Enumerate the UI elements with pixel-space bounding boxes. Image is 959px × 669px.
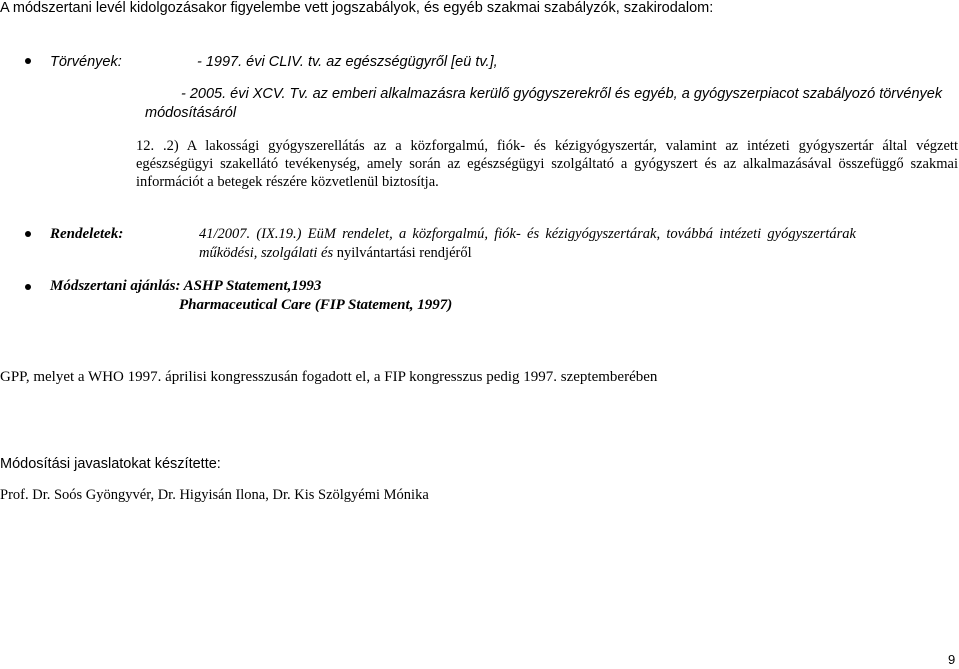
section-12-line3: információt a betegek részére közvetlenül biztosítja. bbox=[136, 174, 439, 190]
regulations-label: Rendeletek: bbox=[50, 226, 124, 242]
regulation-line1: 41/2007. (IX.19.) EüM rendelet, a közforgalmú, fiók- és kézigyógyszertárak, továbbá intézeti gyógyszertárak bbox=[199, 226, 856, 242]
bullet-laws bbox=[25, 58, 31, 64]
regulation-line2 bbox=[199, 244, 472, 262]
bullet-regulations bbox=[25, 231, 31, 237]
regulation-line2-italic: működési, szolgálati és bbox=[199, 245, 334, 261]
law-item-2005-line1: - 2005. évi XCV. Tv. az emberi alkalmazásra kerülő gyógyszerekről és egyéb, a gyógyszerpiacot szabályozó törvények bbox=[181, 86, 943, 102]
bullet-recommendation bbox=[25, 284, 31, 290]
laws-label: Törvények: bbox=[50, 54, 122, 70]
recommendation-line2: Pharmaceutical Care (FIP Statement, 1997) bbox=[179, 297, 453, 313]
section-12-line2: egészségügyi szakellátó tevékenység, amely során az egészségügyi szolgáltató a gyógyszert és az alkalmazásával összefüggő szakmai bbox=[136, 156, 958, 172]
regulation-line2-plain: nyilvántartási rendjéről bbox=[333, 245, 472, 261]
gpp-text: GPP, melyet a WHO 1997. áprilisi kongresszusán fogadott el, a FIP kongresszus pedig 1997. szeptemberében bbox=[0, 369, 658, 385]
law-item-2005-line2: módosításáról bbox=[145, 105, 237, 121]
intro-text: A módszertani levél kidolgozásakor figyelembe vett jogszabályok, és egyéb szakmai szabályzók, szakirodalom: bbox=[0, 0, 714, 16]
law-item-1997: - 1997. évi CLIV. tv. az egészségügyről [eü tv.], bbox=[197, 54, 498, 70]
recommendation-line1: Módszertani ajánlás: ASHP Statement,1993 bbox=[50, 278, 322, 294]
authors-label: Módosítási javaslatokat készítette: bbox=[0, 456, 221, 472]
page-number: 9 bbox=[948, 652, 956, 667]
authors-names: Prof. Dr. Soós Gyöngyvér, Dr. Higyisán Ilona, Dr. Kis Szölgyémi Mónika bbox=[0, 487, 429, 503]
section-12-line1: 12. .2) A lakossági gyógyszerellátás az a közforgalmú, fiók- és kézigyógyszertár, valamint az intézeti gyógyszertár által végzett bbox=[136, 138, 958, 154]
